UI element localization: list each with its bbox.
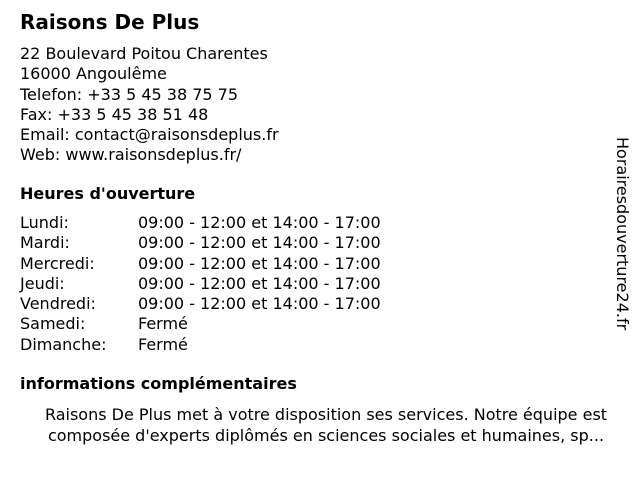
day-label: Samedi: <box>20 314 86 334</box>
day-hours: Fermé <box>138 314 188 334</box>
hours-row-wednesday <box>20 254 381 274</box>
opening-hours-table <box>20 213 381 355</box>
hours-row-saturday <box>20 314 381 334</box>
info-text-line: composée d'experts diplômés en sciences sociales et humaines, sp... <box>47 426 605 445</box>
opening-hours-heading: Heures d'ouverture <box>20 184 196 203</box>
day-hours: 09:00 - 12:00 et 14:00 - 17:00 <box>138 213 381 232</box>
hours-row-friday <box>20 294 381 314</box>
day-label: Jeudi: <box>20 273 65 293</box>
hours-row-sunday <box>20 335 381 355</box>
additional-info-text <box>18 404 634 446</box>
phone-number: Telefon: +33 5 45 38 75 75 <box>20 84 239 104</box>
email-link[interactable]: contact@raisonsdeplus.fr <box>74 125 279 145</box>
day-label: Mardi: <box>20 233 70 253</box>
day-hours: 09:00 - 12:00 et 14:00 - 17:00 <box>138 294 381 314</box>
day-label: Vendredi: <box>20 294 96 314</box>
hours-row-thursday <box>20 274 381 294</box>
web-line <box>20 145 279 165</box>
website-link[interactable]: www.raisonsdeplus.fr/ <box>65 145 242 165</box>
address-city: 16000 Angoulême <box>20 64 167 84</box>
additional-info-heading: informations complémentaires <box>20 374 297 393</box>
business-name: Raisons De Plus <box>20 10 200 34</box>
address-street: 22 Boulevard Poitou Charentes <box>20 44 268 63</box>
email-line <box>20 125 279 145</box>
day-hours: 09:00 - 12:00 et 14:00 - 17:00 <box>138 233 381 253</box>
day-label: Dimanche: <box>20 334 107 354</box>
day-hours: 09:00 - 12:00 et 14:00 - 17:00 <box>138 253 381 273</box>
day-hours: Fermé <box>138 334 188 354</box>
hours-row-tuesday <box>20 233 381 253</box>
day-label: Mercredi: <box>20 253 95 273</box>
site-watermark: Horairesdouverture24.fr <box>613 137 632 331</box>
fax-number: Fax: +33 5 45 38 51 48 <box>20 104 209 124</box>
hours-row-monday <box>20 213 381 233</box>
info-text-line: Raisons De Plus met à votre disposition ses services. Notre équipe est <box>44 405 608 424</box>
email-label: Email: <box>20 125 75 145</box>
contact-block <box>20 44 279 166</box>
day-label: Lundi: <box>20 213 69 232</box>
web-label: Web: <box>20 145 66 165</box>
day-hours: 09:00 - 12:00 et 14:00 - 17:00 <box>138 273 381 293</box>
